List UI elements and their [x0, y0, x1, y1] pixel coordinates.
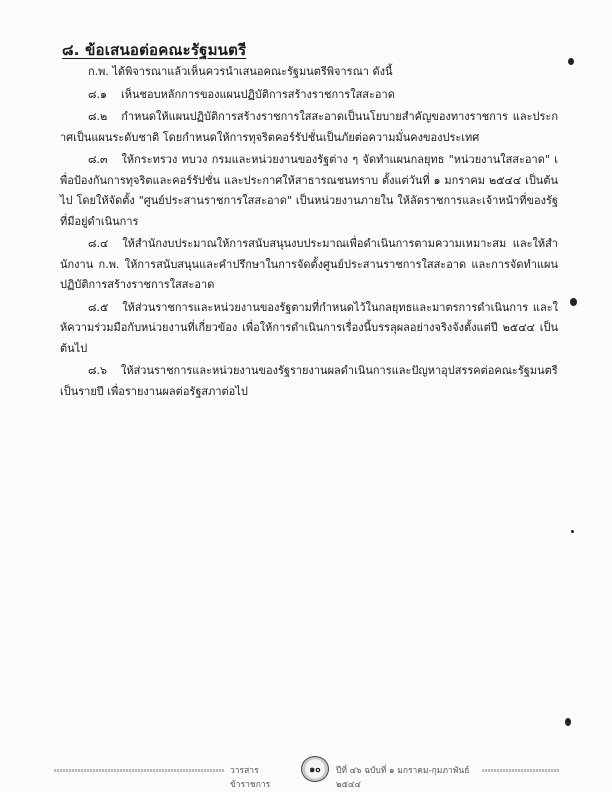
paragraph-number: ๘.๔ — [88, 237, 109, 250]
paragraph-8-2 — [60, 107, 558, 148]
footer-rule-left — [54, 769, 224, 772]
document-body — [60, 62, 558, 404]
paragraph-8-3 — [60, 150, 558, 232]
paragraph-text: ให้ส่วนราชการและหน่วยงานของรัฐรายงานผลดำเนินการและปัญหาอุปสรรคต่อคณะรัฐมนตรีเป็นรายปี เพื่อรายงานผลต่อรัฐสภาต่อไป — [60, 364, 558, 398]
intro-text: ก.พ. ได้พิจารณาแล้วเห็นควรนำเสนอคณะรัฐมนตรีพิจารณา ดังนี้ — [88, 65, 393, 78]
issue-info: ปีที่ ๔๖ ฉบับที่ ๑ มกราคม-กุมภาพันธ์ ๒๕๔๔ — [336, 766, 470, 790]
paragraph-8-4 — [60, 234, 558, 296]
paragraph-text: เห็นชอบหลักการของแผนปฏิบัติการสร้างราชการใสสะอาด — [120, 87, 395, 101]
scan-speck — [568, 58, 574, 65]
scan-speck — [571, 530, 574, 533]
paragraph-number: ๘.๕ — [88, 300, 109, 314]
paragraph-text: ให้กระทรวง ทบวง กรมและหน่วยงานของรัฐต่าง ๆ จัดทำแผนกลยุทธ "หน่วยงานใสสะอาด" เพื่อป้องกันการทุจริตและคอร์รัปชั่น และประกาศให้สาธารณชนทราบ ตั้งแต่วันที่ ๑ มกราคม ๒๕๔๔ เป็นต้นไป โดยให้จัดตั้ง "ศูนย์ประสานราชการใสสะอาด" เป็นหน่วยงานภายใน ให้ลัดราชการและเจ้าหน้าที่ของรัฐที่มีอยู่ดำเนินการ — [60, 153, 558, 228]
journal-name: วารสารข้าราชการ — [230, 766, 271, 790]
paragraph-8-1 — [60, 85, 558, 106]
paragraph-8-6 — [60, 361, 558, 402]
paragraph-8-5 — [60, 298, 558, 360]
section-heading: ๘. ข้อเสนอต่อคณะรัฐมนตรี — [62, 41, 247, 59]
paragraph-text: ให้ส่วนราชการและหน่วยงานของรัฐตามที่กำหนดไว้ในกลยุทธและมาตรการดำเนินการ และให้ความร่วมมือกับหน่วยงานที่เกี่ยวข้อง เพื่อให้การดำเนินการเรื่องนี้บรรลุผลอย่างจริงจังตั้งแต่ปี ๒๕๔๔ เป็นต้นไป — [60, 300, 558, 355]
page-number-badge — [301, 756, 329, 782]
paragraph-text: ให้สำนักงบประมาณให้การสนับสนุนงบประมาณเพื่อดำเนินการตามความเหมาะสม และให้สำนักงาน ก.พ. ให้การสนับสนุนและคำปรึกษาในการจัดตั้งศูนย์ประสานราชการใสสะอาด และการจัดทำแผนปฏิบัติการสร้างราชการใสสะอาด — [60, 237, 558, 291]
paragraph-number: ๘.๖ — [88, 364, 107, 377]
footer-rule-right — [482, 769, 559, 772]
intro-paragraph — [60, 62, 558, 83]
paragraph-number: ๘.๑ — [88, 87, 107, 101]
page-number: ๑๐ — [309, 765, 321, 775]
paragraph-number: ๘.๓ — [88, 153, 108, 166]
paragraph-text: กำหนดให้แผนปฏิบัติการสร้างราชการใสสะอาดเป็นนโยบายสำคัญของทางราชการ และประกาศเป็นแผนระดับชาติ โดยกำหนดให้การทุจริตคอร์รัปชั่นเป็นภัยต่อความมั่นคงของประเทศ — [60, 110, 558, 144]
paragraph-number: ๘.๒ — [88, 110, 108, 123]
scan-speck — [565, 718, 571, 726]
page-footer — [54, 758, 559, 790]
scan-speck — [570, 298, 577, 306]
